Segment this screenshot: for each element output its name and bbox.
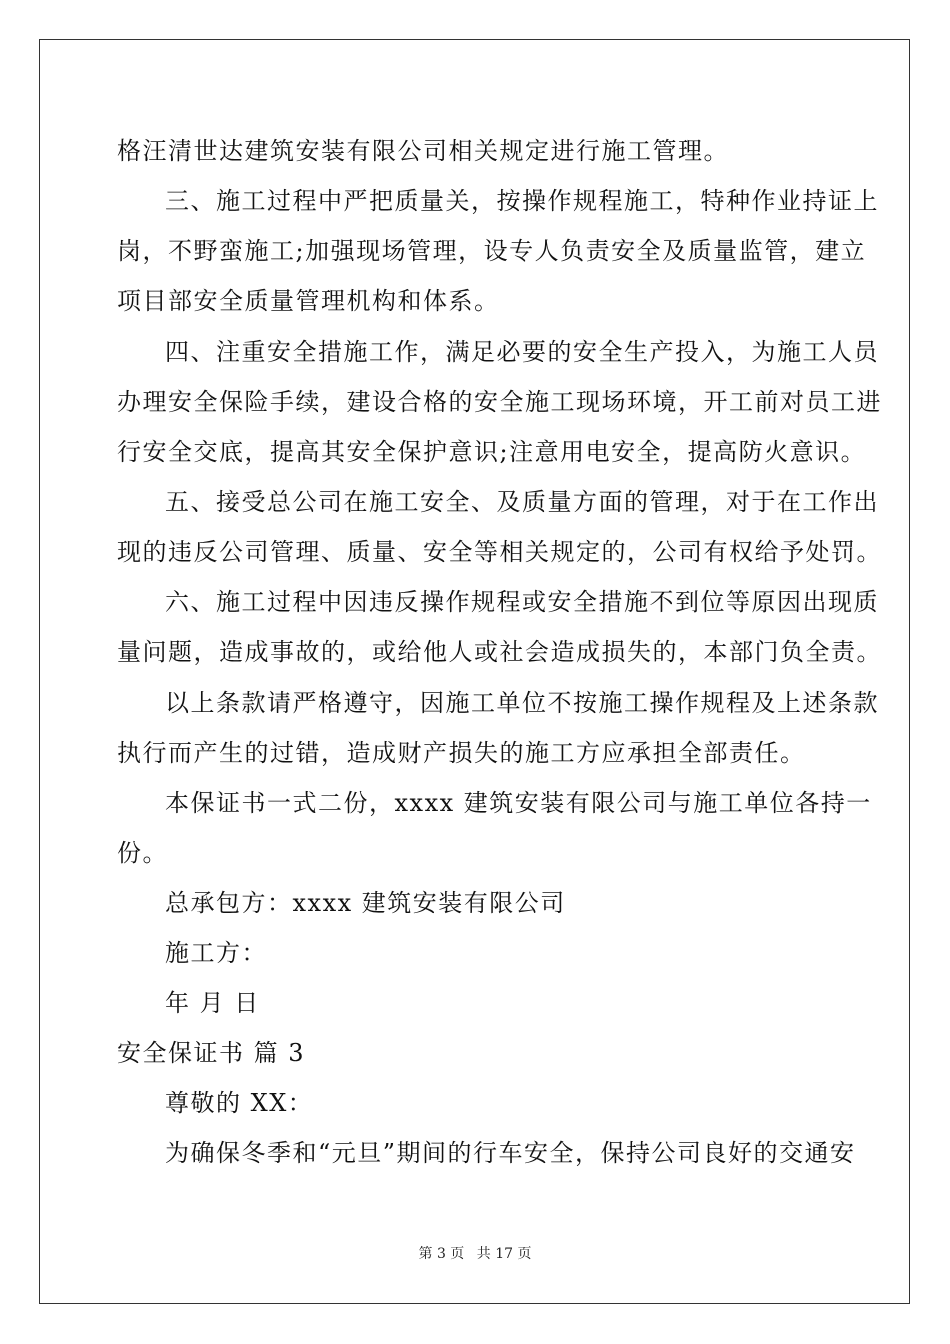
text-line: 现的违反公司管理、质量、安全等相关规定的，公司有权给予处罚。 xyxy=(117,538,882,566)
page-footer xyxy=(0,1245,950,1263)
text-line: 量问题，造成事故的，或给他人或社会造成损失的，本部门负全责。 xyxy=(117,638,882,666)
text-line: 执行而产生的过错，造成财产损失的施工方应承担全部责任。 xyxy=(117,739,806,767)
text-line: 以上条款请严格遵守，因施工单位不按施工操作规程及上述条款 xyxy=(165,689,879,717)
text-line: 格汪清世达建筑安装有限公司相关规定进行施工管理。 xyxy=(117,137,729,165)
text-line: 项目部安全质量管理机构和体系。 xyxy=(117,287,500,315)
section-heading: 安全保证书 篇 3 xyxy=(117,1039,306,1067)
text-line: 施工方： xyxy=(165,939,267,967)
page-number: 第 3 页 xyxy=(418,1246,465,1262)
text-line: 年 月 日 xyxy=(165,989,260,1017)
text-line: 为确保冬季和“元旦”期间的行车安全，保持公司良好的交通安 xyxy=(165,1139,856,1167)
text-line: 五、接受总公司在施工安全、及质量方面的管理，对于在工作出 xyxy=(165,488,879,516)
text-line: 四、注重安全措施工作，满足必要的安全生产投入，为施工人员 xyxy=(165,338,879,366)
text-line: 本保证书一式二份，xxxx 建筑安装有限公司与施工单位各持一 xyxy=(165,789,872,817)
text-line: 份。 xyxy=(117,839,168,867)
text-line: 行安全交底，提高其安全保护意识;注意用电安全，提高防火意识。 xyxy=(117,438,867,466)
text-line: 总承包方：xxxx 建筑安装有限公司 xyxy=(165,889,566,917)
text-line: 办理安全保险手续，建设合格的安全施工现场环境，开工前对员工进 xyxy=(117,388,882,416)
text-line: 三、施工过程中严把质量关，按操作规程施工，特种作业持证上 xyxy=(165,187,879,215)
text-line: 岗，不野蛮施工;加强现场管理，设专人负责安全及质量监管，建立 xyxy=(117,237,867,265)
text-line: 六、施工过程中因违反操作规程或安全措施不到位等原因出现质 xyxy=(165,588,879,616)
text-line: 尊敬的 XX： xyxy=(165,1089,314,1117)
page-total: 共 17 页 xyxy=(476,1246,532,1262)
